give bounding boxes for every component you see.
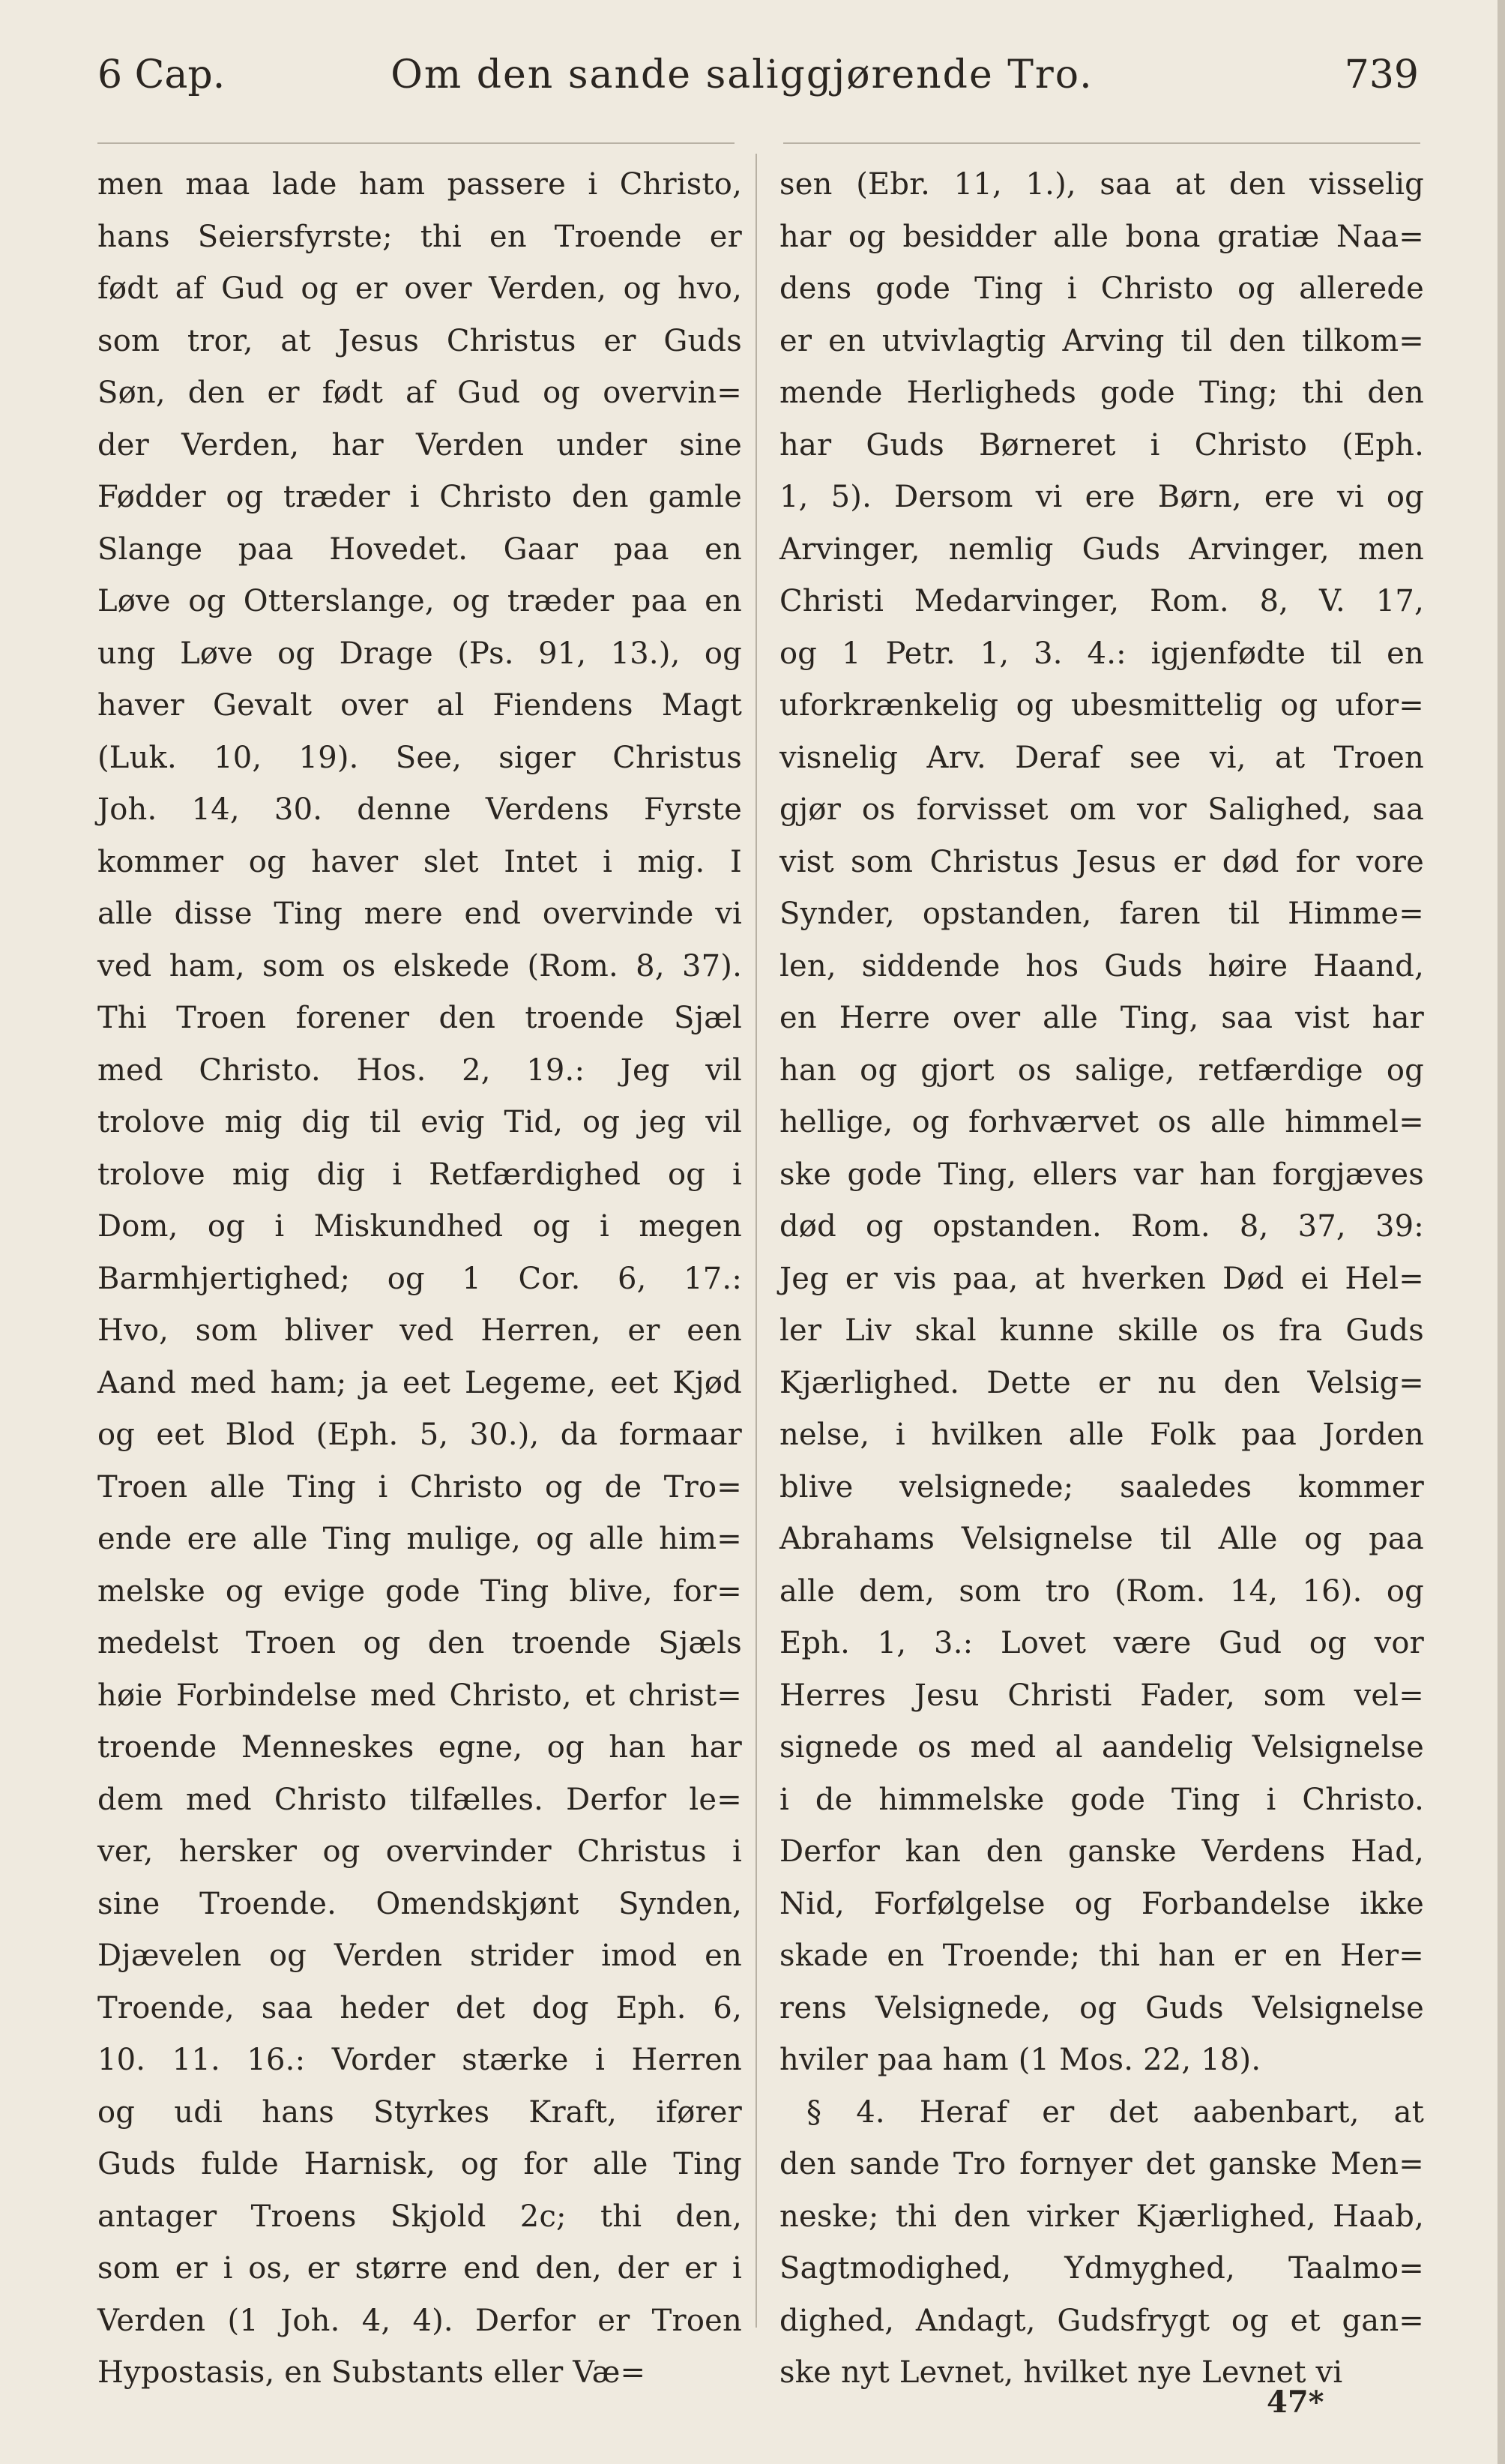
text-line: Troende, saa heder det dog Eph. 6, xyxy=(97,1990,742,2025)
column-divider xyxy=(755,154,757,2328)
text-line: medelst Troen og den troende Sjæls xyxy=(97,1626,742,1660)
text-line: Slange paa Hovedet. Gaar paa en xyxy=(97,531,742,567)
text-line: rens Velsignede, og Guds Velsignelse xyxy=(779,1990,1424,2025)
text-line: der Verden, har Verden under sine xyxy=(97,427,742,463)
running-header xyxy=(97,45,1419,105)
page-title: Om den sande saliggjørende Tro. xyxy=(390,52,1094,97)
text-line: Dom, og i Miskundhed og i megen xyxy=(97,1209,742,1244)
text-line: uforkrænkelig og ubesmittelig og ufor= xyxy=(779,688,1424,723)
text-line: Hvo, som bliver ved Herren, er een xyxy=(97,1313,742,1348)
text-line: Abrahams Velsignelse til Alle og paa xyxy=(779,1522,1424,1556)
text-line: Synder, opstanden, faren til Himme= xyxy=(779,897,1424,931)
text-line: alle disse Ting mere end overvinde vi xyxy=(97,897,742,931)
text-line: len, siddende hos Guds høire Haand, xyxy=(779,948,1424,984)
text-line: Djævelen og Verden strider imod en xyxy=(97,1939,742,1973)
text-line: Aand med ham; ja eet Legeme, eet Kjød xyxy=(97,1365,742,1400)
text-line: og eet Blod (Eph. 5, 30.), da formaar xyxy=(97,1418,742,1452)
text-line: skade en Troende; thi han er en Her= xyxy=(779,1939,1424,1973)
text-line: Arvinger, nemlig Guds Arvinger, men xyxy=(779,531,1424,567)
text-line: dem med Christo tilfælles. Derfor le= xyxy=(97,1782,742,1817)
header-rule-left xyxy=(97,142,735,144)
text-line: nelse, i hvilken alle Folk paa Jorden xyxy=(779,1418,1424,1452)
text-line: Nid, Forfølgelse og Forbandelse ikke xyxy=(779,1886,1424,1921)
text-line: Thi Troen forener den troende Sjæl xyxy=(97,1001,742,1035)
text-line: ske nyt Levnet, hvilket nye Levnet vi xyxy=(779,2355,1343,2390)
text-line: Hypostasis, en Substants eller Væ= xyxy=(97,2355,646,2390)
chapter-label: 6 Cap. xyxy=(97,52,226,97)
signature-mark: 47* xyxy=(1267,2385,1324,2420)
text-line: trolove mig dig i Retfærdighed og i xyxy=(97,1157,742,1192)
text-line: Verden (1 Joh. 4, 4). Derfor er Troen xyxy=(97,2303,742,2338)
text-line: dighed, Andagt, Gudsfrygt og et gan= xyxy=(779,2303,1424,2338)
text-line: i de himmelske gode Ting i Christo. xyxy=(779,1782,1424,1817)
text-line: men maa lade ham passere i Christo, xyxy=(97,167,742,202)
text-line: har Guds Børneret i Christo (Eph. xyxy=(779,427,1424,463)
text-line: gjør os forvisset om vor Salighed, saa xyxy=(779,792,1424,827)
text-line: ske gode Ting, ellers var han forgjæves xyxy=(779,1157,1424,1192)
text-line: haver Gevalt over al Fiendens Magt xyxy=(97,688,742,723)
text-line: Joh. 14, 30. denne Verdens Fyrste xyxy=(97,792,742,827)
text-line: sen (Ebr. 11, 1.), saa at den visselig xyxy=(779,167,1424,202)
text-line: visnelig Arv. Deraf see vi, at Troen xyxy=(779,740,1424,775)
text-line: han og gjort os salige, retfærdige og xyxy=(779,1052,1424,1088)
text-line: Barmhjertighed; og 1 Cor. 6, 17.: xyxy=(97,1261,742,1296)
text-line: høie Forbindelse med Christo, et christ= xyxy=(97,1678,742,1713)
text-line: ung Løve og Drage (Ps. 91, 13.), og xyxy=(97,636,742,671)
text-line: alle dem, som tro (Rom. 14, 16). og xyxy=(779,1573,1424,1609)
text-line: Derfor kan den ganske Verdens Had, xyxy=(779,1834,1424,1869)
text-line: Herres Jesu Christi Fader, som vel= xyxy=(779,1678,1424,1713)
text-line: 10. 11. 16.: Vorder stærke i Herren xyxy=(97,2043,742,2077)
text-line: ved ham, som os elskede (Rom. 8, 37). xyxy=(97,948,742,984)
text-line: Løve og Otterslange, og træder paa en xyxy=(97,584,742,618)
text-line: som tror, at Jesus Christus er Guds xyxy=(97,323,742,358)
text-line: med Christo. Hos. 2, 19.: Jeg vil xyxy=(97,1052,742,1088)
text-line: Jeg er vis paa, at hverken Død ei Hel= xyxy=(779,1261,1424,1296)
text-line: hviler paa ham (1 Mos. 22, 18). xyxy=(779,2043,1261,2077)
text-line: antager Troens Skjold 2c; thi den, xyxy=(97,2199,742,2234)
left-column xyxy=(97,159,742,2400)
text-line: ver, hersker og overvinder Christus i xyxy=(97,1834,742,1869)
text-line: og udi hans Styrkes Kraft, ifører xyxy=(97,2094,742,2130)
text-line: melske og evige gode Ting blive, for= xyxy=(97,1573,742,1609)
text-line: vist som Christus Jesus er død for vore xyxy=(779,844,1424,879)
text-line: ende ere alle Ting mulige, og alle him= xyxy=(97,1522,742,1556)
text-line: § 4. Heraf er det aabenbart, at xyxy=(806,2094,1424,2130)
text-line: Troen alle Ting i Christo og de Tro= xyxy=(97,1469,742,1504)
text-line: har og besidder alle bona gratiæ Naa= xyxy=(779,219,1424,254)
text-line: er en utvivlagtig Arving til den tilkom= xyxy=(779,323,1424,358)
text-line: ler Liv skal kunne skille os fra Guds xyxy=(779,1313,1424,1348)
text-line: død og opstanden. Rom. 8, 37, 39: xyxy=(779,1209,1424,1244)
text-line: kommer og haver slet Intet i mig. I xyxy=(97,844,742,879)
text-line: hans Seiersfyrste; thi en Troende er xyxy=(97,219,742,254)
text-line: den sande Tro fornyer det ganske Men= xyxy=(779,2147,1424,2181)
text-line: blive velsignede; saaledes kommer xyxy=(779,1469,1424,1504)
text-line: Guds fulde Harnisk, og for alle Ting xyxy=(97,2147,742,2181)
page-number: 739 xyxy=(1344,52,1419,97)
text-line: en Herre over alle Ting, saa vist har xyxy=(779,1001,1424,1035)
text-line: trolove mig dig til evig Tid, og jeg vil xyxy=(97,1105,742,1139)
text-line: mende Herligheds gode Ting; thi den xyxy=(779,376,1424,410)
right-column xyxy=(779,159,1424,2400)
text-line: Kjærlighed. Dette er nu den Velsig= xyxy=(779,1365,1424,1400)
text-line: Søn, den er født af Gud og overvin= xyxy=(97,376,742,410)
text-line: (Luk. 10, 19). See, siger Christus xyxy=(97,740,742,775)
text-line: og 1 Petr. 1, 3. 4.: igjenfødte til en xyxy=(779,636,1424,671)
text-line: hellige, og forhværvet os alle himmel= xyxy=(779,1105,1424,1139)
text-line: født af Gud og er over Verden, og hvo, xyxy=(97,271,742,306)
page-edge xyxy=(1498,0,1505,2464)
text-line: som er i os, er større end den, der er i xyxy=(97,2251,742,2286)
text-line: Eph. 1, 3.: Lovet være Gud og vor xyxy=(779,1626,1424,1660)
text-line: dens gode Ting i Christo og allerede xyxy=(779,271,1424,306)
text-line: Sagtmodighed, Ydmyghed, Taalmo= xyxy=(779,2251,1424,2286)
text-line: 1, 5). Dersom vi ere Børn, ere vi og xyxy=(779,480,1424,514)
header-rule-right xyxy=(783,142,1420,144)
text-line: signede os med al aandelig Velsignelse xyxy=(779,1730,1424,1765)
text-line: Christi Medarvinger, Rom. 8, V. 17, xyxy=(779,584,1424,618)
text-line: Fødder og træder i Christo den gamle xyxy=(97,480,742,514)
text-line: neske; thi den virker Kjærlighed, Haab, xyxy=(779,2199,1424,2234)
text-line: troende Menneskes egne, og han har xyxy=(97,1730,742,1765)
text-line: sine Troende. Omendskjønt Synden, xyxy=(97,1886,742,1921)
